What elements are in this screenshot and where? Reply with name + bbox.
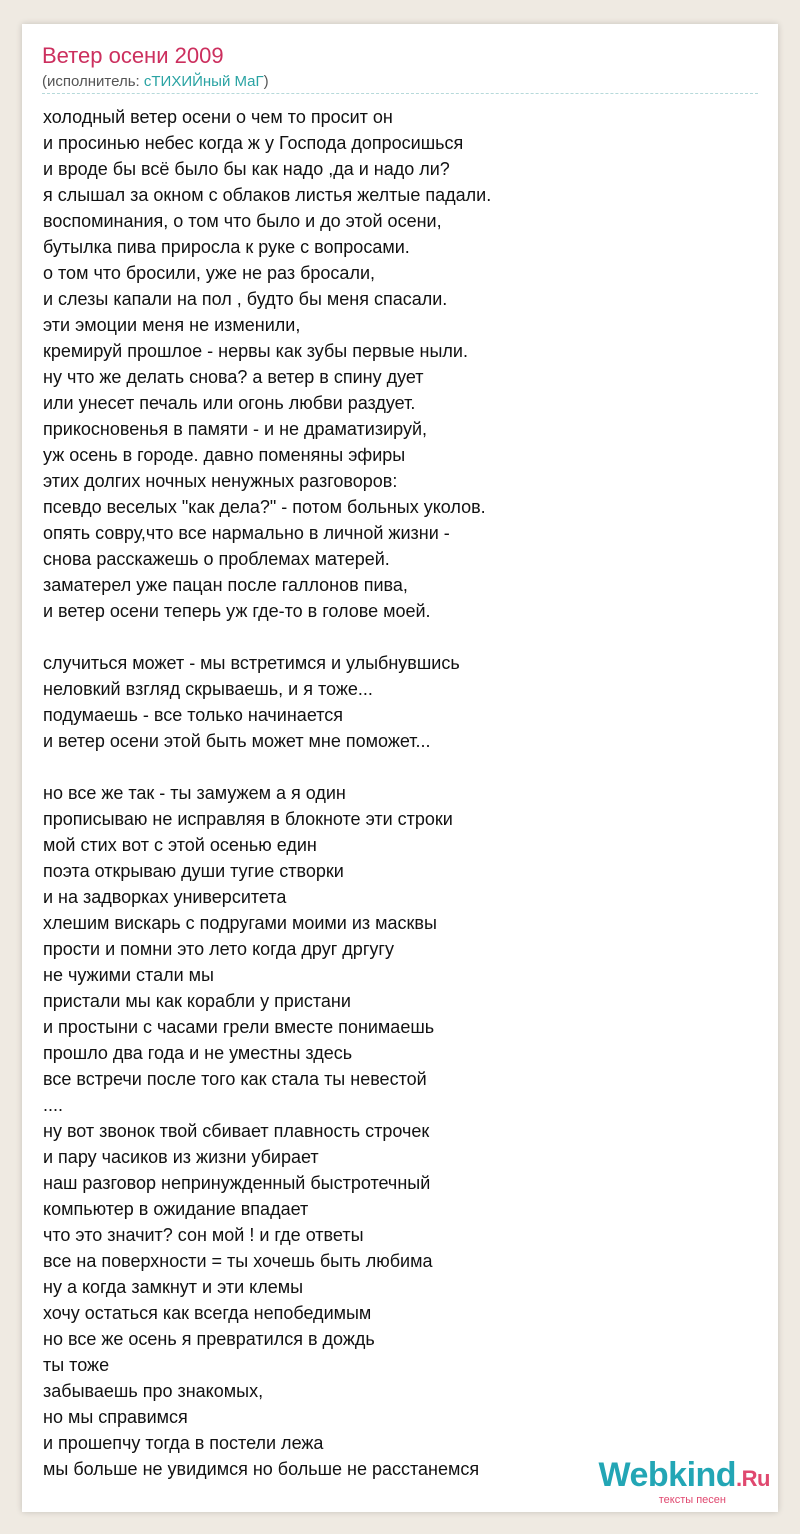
artist-link[interactable]: сТИХИЙный МаГ	[143, 73, 264, 90]
lyric-line: снова расскажешь о проблемах матерей.	[43, 549, 390, 569]
stanza-break	[43, 754, 758, 780]
lyric-line: поэта открываю души тугие створки	[43, 861, 344, 881]
lyric-line: и просинью небес когда ж у Господа допросишься	[43, 133, 464, 153]
lyric-line: воспоминания, о том что было и до этой осени,	[43, 211, 442, 231]
lyric-line: хочу остаться как всегда непобедимым	[43, 1303, 372, 1323]
lyric-line: ну вот звонок твой сбивает плавность строчек	[43, 1121, 430, 1141]
lyric-line: псевдо веселых "как дела?" - потом больных уколов.	[43, 497, 486, 517]
lyric-line: и простыни с часами грели вместе понимаешь	[43, 1017, 435, 1037]
lyric-line: но все же так - ты замужем а я один	[43, 783, 346, 803]
lyric-line: и слезы капали на пол , будто бы меня спасали.	[43, 289, 448, 309]
lyric-line: опять совру,что все нармально в личной жизни -	[43, 523, 450, 543]
lyric-line: все встречи после того как стала ты невестой	[43, 1069, 427, 1089]
lyric-line: но мы справимся	[43, 1407, 188, 1427]
logo-tagline: тексты песен	[658, 1494, 726, 1506]
logo-name: Webkind	[598, 1456, 737, 1494]
lyrics-card	[22, 24, 778, 1512]
lyric-line: не чужими стали мы	[43, 965, 214, 985]
lyric-line: и ветер осени этой быть может мне поможет...	[43, 731, 431, 751]
lyric-line: наш разговор непринужденный быстротечный	[43, 1173, 431, 1193]
lyric-line: ну что же делать снова? а ветер в спину дует	[43, 367, 424, 387]
lyric-line: хлешим вискарь с подругами моими из масквы	[43, 913, 437, 933]
lyric-line: компьютер в ожидание впадает	[43, 1199, 309, 1219]
lyric-line: случиться может - мы встретимся и улыбнувшись	[43, 653, 460, 673]
lyric-line: все на поверхности = ты хочешь быть любима	[43, 1251, 433, 1271]
lyric-line: ....	[43, 1095, 64, 1115]
lyric-line: пристали мы как корабли у пристани	[43, 991, 351, 1011]
lyric-line: эти эмоции меня не изменили,	[43, 315, 301, 335]
lyric-line: и на задворках университета	[43, 887, 287, 907]
lyrics-body	[43, 104, 758, 1482]
lyric-line: бутылка пива приросла к руке с вопросами.	[43, 237, 410, 257]
artist-prefix: (исполнитель:	[42, 73, 144, 90]
lyric-line: забываешь про знакомых,	[43, 1381, 264, 1401]
logo-tld: .Ru	[736, 1466, 770, 1491]
lyric-line: и ветер осени теперь уж где-то в голове моей.	[43, 601, 431, 621]
lyric-line: кремируй прошлое - нервы как зубы первые ныли.	[43, 341, 468, 361]
site-logo[interactable]	[599, 1458, 771, 1506]
lyric-line: мой стих вот с этой осенью един	[43, 835, 317, 855]
lyric-line: прикосновенья в памяти - и не драматизируй,	[43, 419, 428, 439]
lyric-line: ну а когда замкнут и эти клемы	[43, 1277, 304, 1297]
title-divider	[42, 93, 758, 94]
lyric-line: что это значит? сон мой ! и где ответы	[43, 1225, 364, 1245]
lyric-line: прошло два года и не уместны здесь	[43, 1043, 353, 1063]
lyric-line: или унесет печаль или огонь любви раздует.	[43, 393, 416, 413]
stanza-break	[43, 624, 758, 650]
song-title: Ветер осени 2009	[42, 43, 224, 68]
lyric-line: этих долгих ночных ненужных разговоров:	[43, 471, 398, 491]
lyric-line: и прошепчу тогда в постели лежа	[43, 1433, 324, 1453]
lyric-line: прописываю не исправляя в блокноте эти строки	[43, 809, 453, 829]
lyric-line: уж осень в городе. давно поменяны эфиры	[43, 445, 406, 465]
lyric-line: прости и помни это лето когда друг дргугу	[43, 939, 394, 959]
lyric-line: и пару часиков из жизни убирает	[43, 1147, 319, 1167]
artist-line	[42, 73, 269, 91]
lyric-line: я слышал за окном с облаков листья желтые падали.	[43, 185, 492, 205]
lyric-line: и вроде бы всё было бы как надо ,да и надо ли?	[43, 159, 450, 179]
lyric-line: но все же осень я превратился в дождь	[43, 1329, 375, 1349]
lyric-line: холодный ветер осени о чем то просит он	[43, 107, 393, 127]
lyric-line: о том что бросили, уже не раз бросали,	[43, 263, 375, 283]
lyric-line: подумаешь - все только начинается	[43, 705, 344, 725]
lyric-line: мы больше не увидимся но больше не расстанемся	[43, 1459, 480, 1479]
lyric-line: заматерел уже пацан после галлонов пива,	[43, 575, 408, 595]
artist-suffix: )	[263, 73, 269, 90]
lyric-line: ты тоже	[43, 1355, 110, 1375]
lyric-line: неловкий взгляд скрываешь, и я тоже...	[43, 679, 373, 699]
